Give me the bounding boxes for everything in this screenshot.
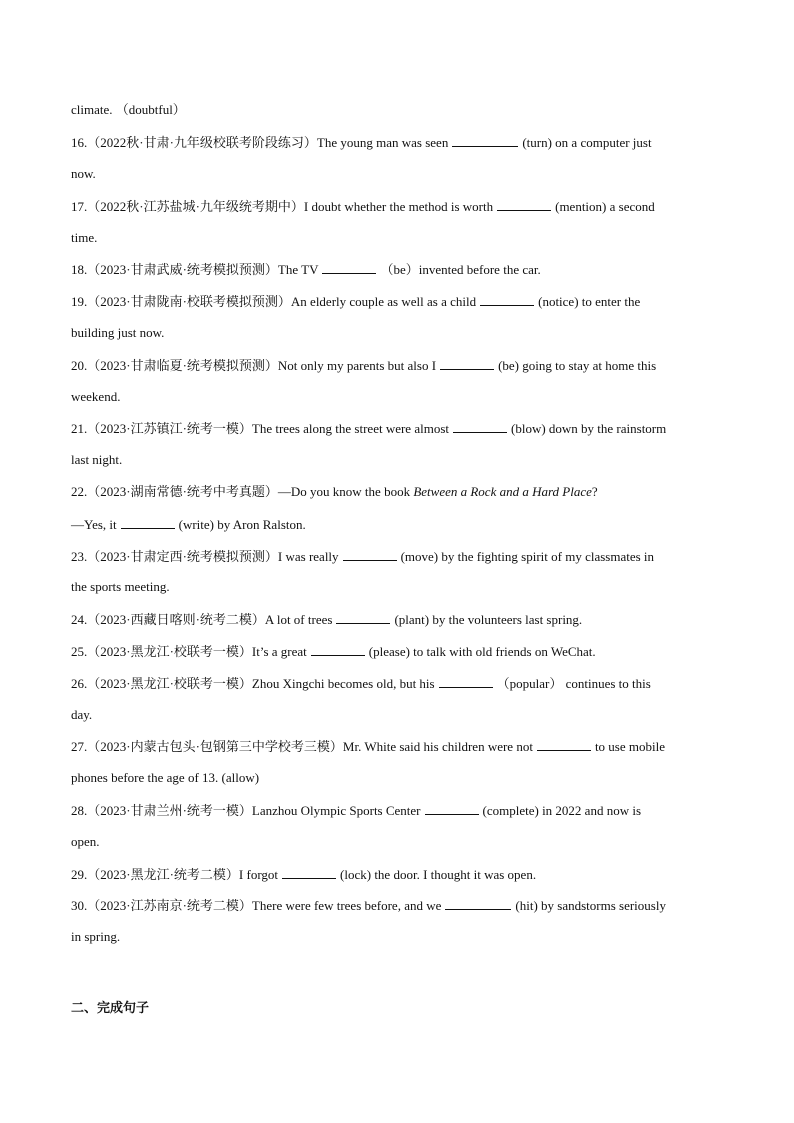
question-17-continuation: time. bbox=[71, 230, 98, 245]
question-17: 17.（2022秋·江苏盐城·九年级统考期中）I doubt whether the method is worth (mention) a second bbox=[71, 199, 655, 214]
question-18: 18.（2023·甘肃武威·统考模拟预测）The TV （be）invented before the car. bbox=[71, 262, 541, 277]
answer-blank[interactable] bbox=[452, 134, 518, 147]
answer-blank[interactable] bbox=[439, 675, 493, 688]
answer-blank[interactable] bbox=[445, 897, 511, 910]
answer-blank[interactable] bbox=[343, 548, 397, 561]
question-20: 20.（2023·甘肃临夏·统考模拟预测）Not only my parents but also I (be) going to stay at home this bbox=[71, 358, 657, 373]
answer-blank[interactable] bbox=[311, 643, 365, 656]
answer-blank[interactable] bbox=[121, 516, 175, 529]
answer-blank[interactable] bbox=[440, 357, 494, 370]
question-20-continuation: weekend. bbox=[71, 389, 121, 404]
question-30: 30.（2023·江苏南京·统考二模）There were few trees before, and we (hit) by sandstorms seriously bbox=[71, 898, 666, 913]
question-21: 21.（2023·江苏镇江·统考一模）The trees along the street were almost (blow) down by the rainstorm bbox=[71, 421, 667, 436]
answer-blank[interactable] bbox=[537, 738, 591, 751]
line-15-continuation: climate. （doubtful） bbox=[71, 102, 186, 117]
question-22-answer-line: —Yes, it (write) by Aron Ralston. bbox=[71, 517, 306, 532]
question-25: 25.（2023·黑龙江·校联考一模）It’s a great (please) to talk with old friends on WeChat. bbox=[71, 644, 596, 659]
answer-blank[interactable] bbox=[497, 198, 551, 211]
book-title: Between a Rock and a Hard Place bbox=[413, 484, 592, 499]
question-24: 24.（2023·西藏日喀则·统考二模）A lot of trees (plant) by the volunteers last spring. bbox=[71, 612, 583, 627]
question-27-continuation: phones before the age of 13. (allow) bbox=[71, 770, 260, 785]
question-16: 16.（2022秋·甘肃·九年级校联考阶段练习）The young man was seen (turn) on a computer just bbox=[71, 135, 652, 150]
question-21-continuation: last night. bbox=[71, 452, 123, 467]
question-27: 27.（2023·内蒙古包头·包钢第三中学校考三模）Mr. White said his children were not to use mobile bbox=[71, 739, 665, 754]
answer-blank[interactable] bbox=[453, 420, 507, 433]
question-28-continuation: open. bbox=[71, 834, 100, 849]
question-26: 26.（2023·黑龙江·校联考一模）Zhou Xingchi becomes old, but his （popular） continues to this bbox=[71, 676, 651, 691]
question-23-continuation: the sports meeting. bbox=[71, 579, 170, 594]
question-30-continuation: in spring. bbox=[71, 929, 121, 944]
question-19-continuation: building just now. bbox=[71, 325, 165, 340]
answer-blank[interactable] bbox=[425, 802, 479, 815]
question-28: 28.（2023·甘肃兰州·统考一模）Lanzhou Olympic Sports Center (complete) in 2022 and now is bbox=[71, 803, 642, 818]
answer-blank[interactable] bbox=[282, 866, 336, 879]
question-19: 19.（2023·甘肃陇南·校联考模拟预测）An elderly couple as well as a child (notice) to enter the bbox=[71, 294, 641, 309]
question-29: 29.（2023·黑龙江·统考二模）I forgot (lock) the door. I thought it was open. bbox=[71, 867, 537, 882]
section-heading: 二、完成句子 bbox=[71, 1001, 150, 1016]
question-26-continuation: day. bbox=[71, 707, 93, 722]
answer-blank[interactable] bbox=[322, 261, 376, 274]
answer-blank[interactable] bbox=[480, 293, 534, 306]
question-22: 22.（2023·湖南常德·统考中考真题）—Do you know the book Between a Rock and a Hard Place? bbox=[71, 484, 598, 499]
question-16-continuation: now. bbox=[71, 166, 96, 181]
answer-blank[interactable] bbox=[336, 611, 390, 624]
question-23: 23.（2023·甘肃定西·统考模拟预测）I was really (move) by the fighting spirit of my classmates in bbox=[71, 549, 655, 564]
